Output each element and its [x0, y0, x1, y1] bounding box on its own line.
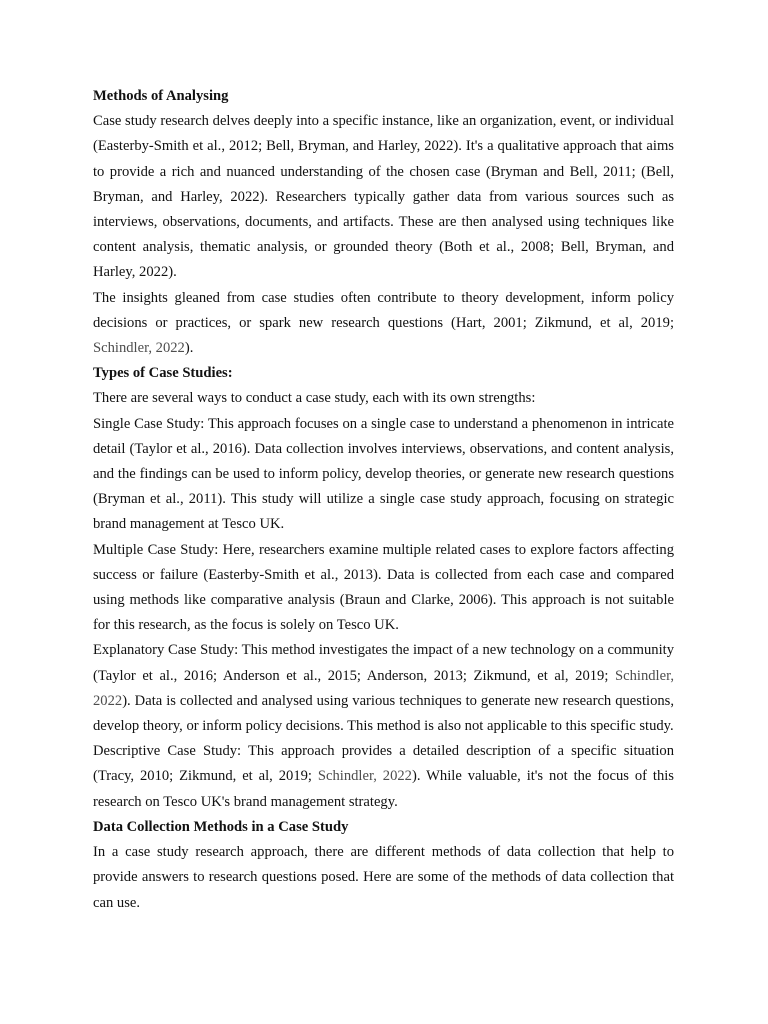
paragraph-text: The insights gleaned from case studies often contribute to theory development, inform policy decisions or practices, or spark new research questions (Hart, 2001; Zikmund, et al, 2019;	[93, 289, 674, 331]
paragraph-text: Descriptive Case Study: This approach provides a detailed description of a specific situation (Tracy, 2010; Zikmund, et al, 2019;	[93, 743, 674, 785]
paragraph	[93, 412, 674, 538]
paragraph	[93, 739, 674, 815]
citation-text: Schindler, 2022	[93, 340, 185, 357]
citation-text: Schindler, 2022	[93, 667, 674, 709]
paragraph-text-end: ).	[184, 340, 194, 357]
section-heading: Types of Case Studies:	[93, 365, 233, 382]
paragraph	[93, 109, 674, 285]
paragraph-text-end: ). Data is collected and analysed using various techniques to generate new research questions, develop theory, or inform policy decisions. This method is also not applicable to this specific study.	[93, 692, 674, 735]
paragraph-text: In a case study research approach, there are different methods of data collection that help to provide answers to research questions posed. Here are some of the methods of data collection that can use.	[93, 844, 674, 911]
section-heading: Methods of Analysing	[93, 88, 229, 104]
document-page	[93, 84, 674, 916]
paragraph	[93, 840, 674, 916]
citation-text: Schindler, 2022	[317, 768, 412, 785]
paragraph-text: There are several ways to conduct a case study, each with its own strengths:	[93, 390, 536, 407]
paragraph-text: Case study research delves deeply into a specific instance, like an organization, event, or individual (Easterby-Smith et al., 2012; Bell, Bryman, and Harley, 2022). It's a qualitative approach that aims to provide a rich and nuanced understanding of the chosen case (Bryman and Bell, 2011; (Bell, Bryman, and Harley, 2022). Researchers typically gather data from various sources such as interviews, observations, documents, and artifacts. These are then analysed using techniques like content analysis, thematic analysis, or grounded theory (Both et al., 2008; Bell, Bryman, and Harley, 2022).	[93, 113, 674, 281]
paragraph-text: Multiple Case Study: Here, researchers examine multiple related cases to explore factors affecting success or failure (Easterby-Smith et al., 2013). Data is collected from each case and compared using methods like comparative analysis (Braun and Clarke, 2006). This approach is not suitable for this research, as the focus is solely on Tesco UK.	[93, 541, 674, 634]
section-heading: Data Collection Methods in a Case Study	[93, 818, 349, 835]
paragraph-text-end: ). While valuable, it's not the focus of this research on Tesco UK's brand management strategy.	[93, 768, 674, 810]
paragraph-text: Explanatory Case Study: This method investigates the impact of a new technology on a community (Taylor et al., 2016; Anderson et al., 2015; Anderson, 2013; Zikmund, et al, 2019;	[93, 642, 674, 684]
paragraph	[93, 286, 674, 362]
paragraph-text: Single Case Study: This approach focuses on a single case to understand a phenomenon in intricate detail (Taylor et al., 2016). Data collection involves interviews, observations, and content analysis, and the findings can be used to inform policy, develop theories, or generate new research questions (Bryman et al., 2011). This study will utilize a single case study approach, focusing on strategic brand management at Tesco UK.	[93, 415, 674, 533]
paragraph	[93, 638, 674, 739]
paragraph	[93, 386, 674, 411]
paragraph	[93, 538, 674, 639]
